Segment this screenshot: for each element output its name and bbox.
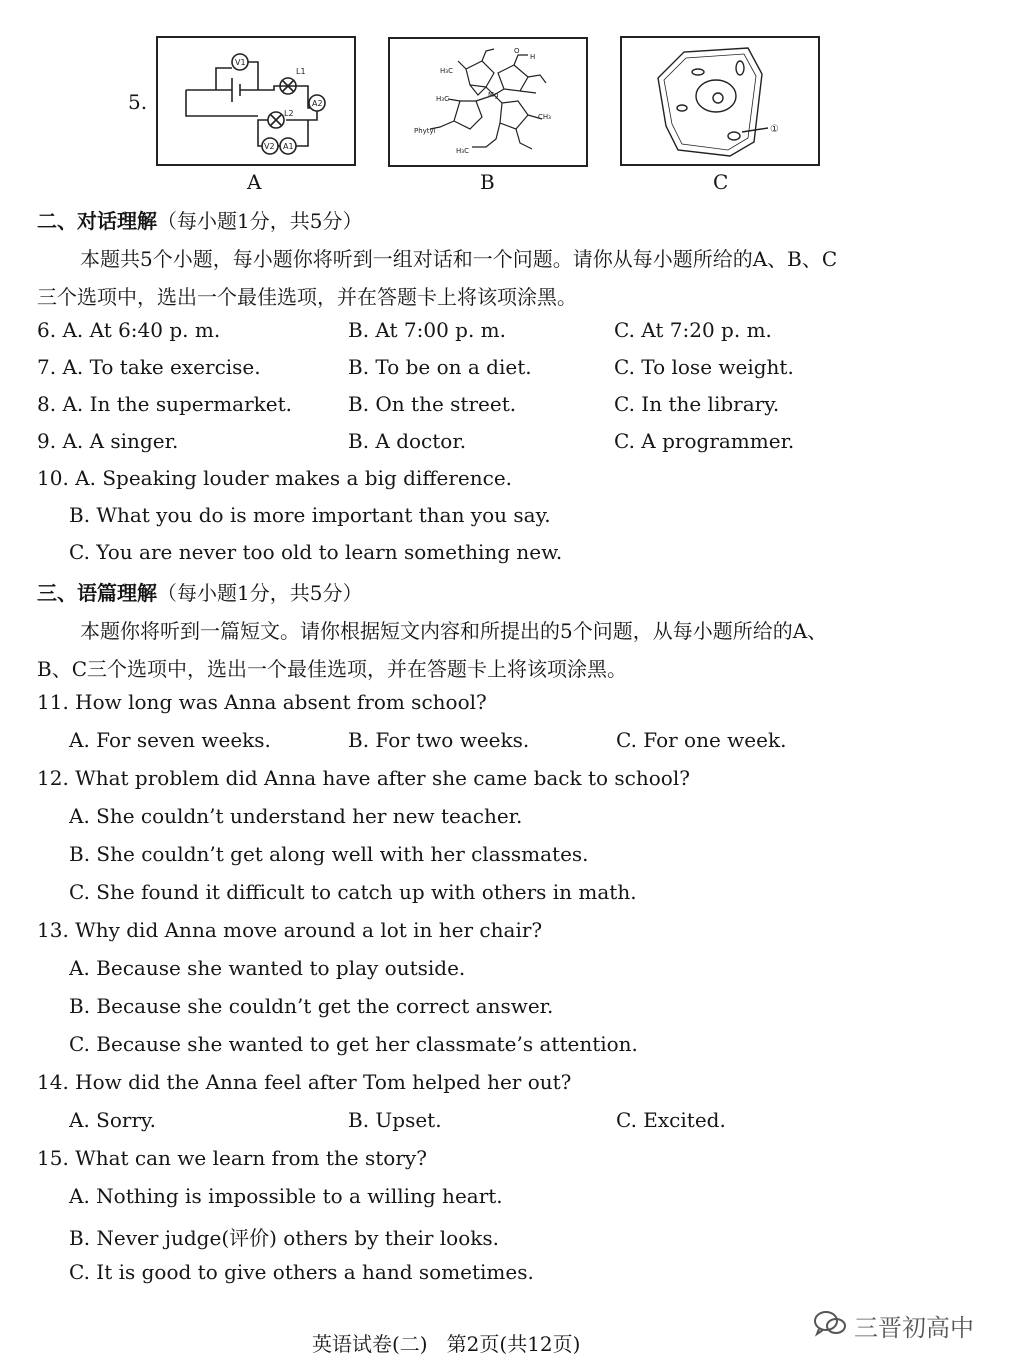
watermark-text: 三晋初高中: [854, 1314, 974, 1342]
mg-label: Mg: [488, 91, 499, 99]
q8-option-c: C. In the library.: [614, 392, 780, 416]
q15-question: 15. What can we learn from the story?: [37, 1146, 427, 1170]
section-2-intro-line-1: 本题共5个小题，每小题你将听到一组对话和一个问题。请你从每小题所给的A、B、C: [80, 247, 838, 271]
section-3-intro-line-2: B、C三个选项中，选出一个最佳选项，并在答题卡上将该项涂黑。: [37, 657, 627, 681]
q14-question: 14. How did the Anna feel after Tom helped her out?: [37, 1070, 572, 1094]
option-label-a: A: [247, 170, 262, 194]
q15-option-c: C. It is good to give others a hand sometimes.: [69, 1260, 534, 1284]
wechat-icon: [812, 1309, 848, 1342]
q13-option-a: A. Because she wanted to play outside.: [69, 956, 466, 980]
q8-option-b: B. On the street.: [348, 392, 517, 416]
a2-label: A2: [312, 99, 323, 108]
q10-option-a: 10. A. Speaking louder makes a big difference.: [37, 466, 513, 490]
q14-option-b: B. Upset.: [348, 1108, 442, 1132]
q12-option-a: A. She couldn’t understand her new teacher.: [69, 804, 523, 828]
q12-option-b: B. She couldn’t get along well with her classmates.: [69, 842, 589, 866]
section-2-note: （每小题1分，共5分）: [157, 209, 363, 233]
option-label-c: C: [713, 170, 729, 194]
section-2-intro-line-2: 三个选项中，选出一个最佳选项，并在答题卡上将该项涂黑。: [37, 285, 577, 309]
q6-option-c: C. At 7:20 p. m.: [614, 318, 772, 342]
section-3-title: 三、语篇理解: [37, 581, 157, 605]
plant-cell-diagram: [620, 36, 820, 166]
cell-marker-label: ①: [770, 124, 779, 135]
l2-label: L2: [284, 109, 294, 118]
question-5-number: 5.: [128, 90, 148, 114]
q6-option-a: 6. A. At 6:40 p. m.: [37, 318, 221, 342]
v1-label: V1: [235, 58, 246, 67]
q10-option-c: C. You are never too old to learn something new.: [69, 540, 563, 564]
q13-option-b: B. Because she couldn’t get the correct answer.: [69, 994, 554, 1018]
h3c-label-2: H₃C: [436, 95, 449, 103]
q11-option-a: A. For seven weeks.: [69, 728, 271, 752]
option-label-b: B: [480, 170, 495, 194]
q15-option-a: A. Nothing is impossible to a willing heart.: [69, 1184, 503, 1208]
q12-question: 12. What problem did Anna have after she came back to school?: [37, 766, 690, 790]
q14-option-c: C. Excited.: [616, 1108, 726, 1132]
q9-option-b: B. A doctor.: [348, 429, 467, 453]
section-2-title: 二、对话理解: [37, 209, 157, 233]
o-label: O: [514, 47, 520, 55]
a1-label: A1: [283, 142, 294, 151]
q11-question: 11. How long was Anna absent from school?: [37, 690, 487, 714]
watermark: [812, 1308, 974, 1343]
q14-option-a: A. Sorry.: [69, 1108, 157, 1132]
h-label: H: [530, 53, 536, 61]
l1-label: L1: [296, 67, 306, 76]
h3c-label-3: H₃C: [456, 147, 469, 155]
chlorophyll-molecule-diagram: [388, 37, 588, 167]
q8-option-a: 8. A. In the supermarket.: [37, 392, 292, 416]
q13-question: 13. Why did Anna move around a lot in her chair?: [37, 918, 543, 942]
q11-option-b: B. For two weeks.: [348, 728, 530, 752]
q11-option-c: C. For one week.: [616, 728, 787, 752]
q10-option-b: B. What you do is more important than you say.: [69, 503, 551, 527]
ch3-label: CH₃: [538, 113, 551, 121]
page-footer: 英语试卷(二) 第2页(共12页): [312, 1332, 581, 1356]
q9-option-a: 9. A. A singer.: [37, 429, 179, 453]
h3c-label-1: H₃C: [440, 67, 453, 75]
circuit-diagram: [156, 36, 356, 166]
q9-option-c: C. A programmer.: [614, 429, 795, 453]
q6-option-b: B. At 7:00 p. m.: [348, 318, 507, 342]
phytyl-label: Phytyl: [414, 127, 436, 135]
q7-option-a: 7. A. To take exercise.: [37, 355, 261, 379]
section-3-intro-line-1: 本题你将听到一篇短文。请你根据短文内容和所提出的5个问题，从每小题所给的A、: [80, 619, 828, 643]
section-3-heading: [37, 577, 362, 606]
q7-option-c: C. To lose weight.: [614, 355, 794, 379]
section-2-heading: [37, 205, 362, 234]
q15-option-b: B. Never judge(评价) others by their looks.: [69, 1226, 500, 1250]
q12-option-c: C. She found it difficult to catch up with others in math.: [69, 880, 637, 904]
q7-option-b: B. To be on a diet.: [348, 355, 532, 379]
q13-option-c: C. Because she wanted to get her classmate’s attention.: [69, 1032, 638, 1056]
v2-label: V2: [264, 142, 275, 151]
section-3-note: （每小题1分，共5分）: [157, 581, 363, 605]
